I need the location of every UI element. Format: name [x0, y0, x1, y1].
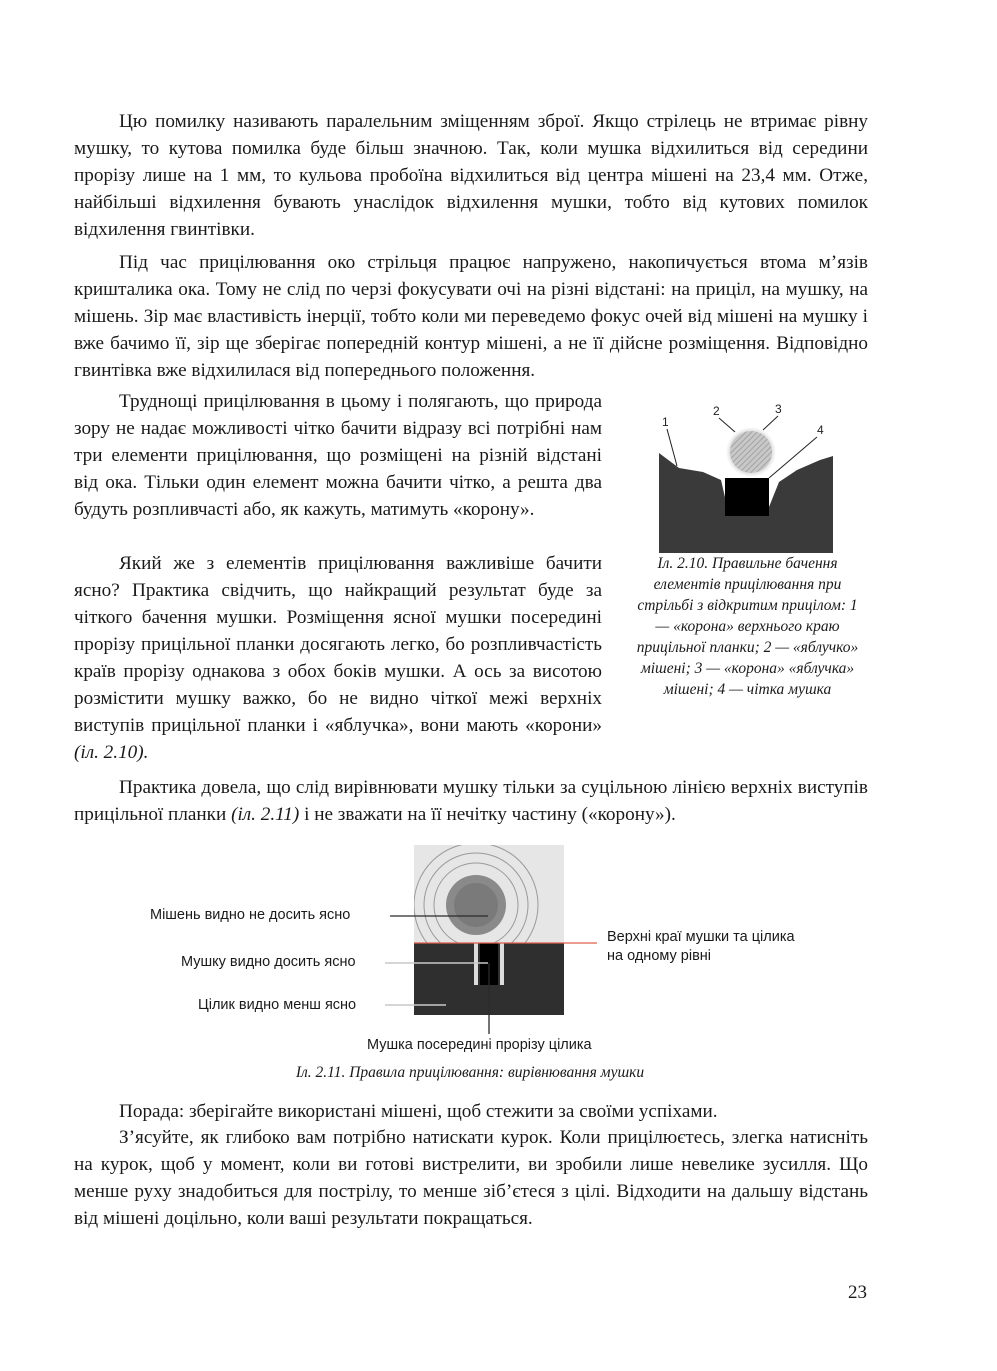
label-top-edges-line-2: на одному рівні: [607, 948, 712, 964]
marker-2: 2: [713, 404, 720, 418]
marker-4: 4: [817, 423, 824, 437]
paragraph-align-sight-text-a: Практика довела, що слід вирівнювати мушку тільки за суцільною лінією верхніх виступів прицільної планки: [74, 777, 868, 825]
paragraph-clear-sight-text: Який же з елементів прицілювання важливіше бачити ясно? Практика свідчить, що найкращий результат буде за чіткого бачення мушки. Розміщення ясної мушки посередині прорізу прицільної планки досягають легко, бо розпливчастість країв прорізу однакова з обох боків мушки. А ось за висотою розмістити мушку важко, бо не видно чіткої межі верхніх виступів прицільної планки і «яблучка», вони мають «корони»: [74, 553, 602, 736]
figure-2-11-caption: Іл. 2.11. Правила прицілювання: вирівнювання мушки: [295, 1064, 645, 1081]
figure-2-10-caption: Іл. 2.10. Правильне бачення елементів прицілювання при стрільбі з відкритим прицілом: 1 — «корона» верхнього краю прицільної планки; 2 — «яблучко» мішені; 3 — «корона» «яблучка» мішені; 4 — чітка мушка: [636, 555, 859, 698]
marker-1: 1: [662, 415, 669, 429]
label-target: Мішень видно не досить ясно: [150, 907, 351, 923]
paragraph-parallel-shift: Цю помилку називають паралельним зміщенням зброї. Якщо стрілець не втримає рівну мушку, то кутова помилка буде більш значною. Так, коли мушка відхилиться від середини прорізу лише на 1 мм, то кульова пробоїна відхилиться від центра мішені на 23,4 мм. Отже, найбільші відхилення бувають унаслідок відхилення мушки, тобто від кутових помилок відхилення гвинтівки.: [74, 111, 868, 240]
figure-reference-2-10: (іл. 2.10).: [74, 742, 149, 763]
page-number: 23: [848, 1282, 867, 1303]
label-top-edges-line-1: Верхні краї мушки та цілика: [607, 929, 795, 945]
label-center: Мушка посередині прорізу цілика: [367, 1037, 592, 1053]
paragraph-align-sight-text-b: і не зважати на її нечітку частину («корону»).: [304, 804, 676, 825]
label-front-sight: Мушку видно досить ясно: [181, 954, 356, 970]
paragraph-eye-fatigue: Під час прицілювання око стрільця працює напружено, накопичується втома м’язів кришталика ока. Тому не слід по черзі фокусувати очі на різні відстані: на приціл, на мушку, на мішень. Зір має властивість інерції, тобто коли ми переведемо фокус очей від мішені на мушку і вже бачимо її, зір ще зберігає попередній контур мішені, а не її дійсне розміщення. Відповідно гвинтівка вже відхилилася від попереднього положення.: [74, 252, 868, 381]
marker-3: 3: [775, 402, 782, 416]
paragraph-aiming-difficulty: Труднощі прицілювання в цьому і полягають, що природа зору не надає можливості чітко бачити відразу всі потрібні нам три елементи прицілювання, що розміщені на різній відстані від ока. Тільки один елемент можна бачити чітко, а решта два будуть розпливчасті або, як кажуть, матимуть «корону».: [74, 391, 602, 520]
paragraph-advice: Порада: зберігайте використані мішені, щоб стежити за своїми успіхами.: [119, 1101, 718, 1122]
paragraph-trigger: З’ясуйте, як глибоко вам потрібно натискати курок. Коли прицілюєтесь, злегка натисніть на курок, щоб у момент, коли ви готові вистрелити, ви зробили лише невелике зусилля. Що менше руху знадобиться для пострілу, то менше зіб’єтеся з цілі. Відходити на дальшу відстань від мішені доцільно, коли ваші результати покращаться.: [74, 1127, 868, 1229]
figure-reference-2-11: (іл. 2.11): [231, 804, 300, 825]
label-rear-sight: Цілик видно менш ясно: [198, 997, 357, 1013]
